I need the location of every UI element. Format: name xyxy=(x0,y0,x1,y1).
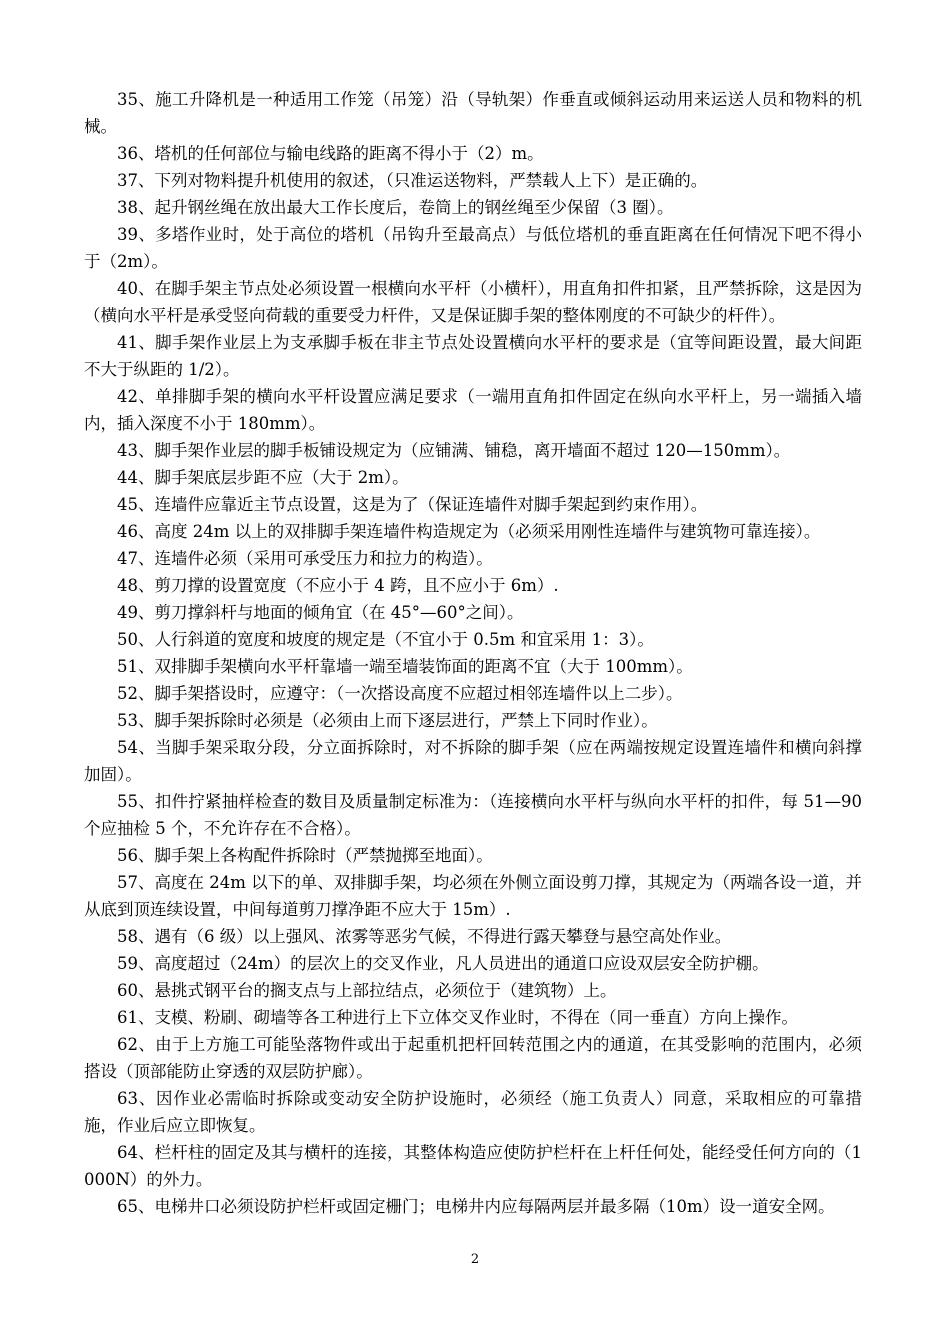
list-item: 37、下列对物料提升机使用的叙述，（只准运送物料，严禁载人上下）是正确的。 xyxy=(117,171,708,190)
list-item: 41、脚手架作业层上为支承脚手板在非主节点处设置横向水平杆的要求是（宜等间距设置，最大间距不大于纵距的 1/2）。 xyxy=(84,333,862,379)
list-item: 48、剪刀撑的设置宽度（不应小于 4 跨，且不应小于 6m）. xyxy=(117,576,559,595)
list-item: 42、单排脚手架的横向水平杆设置应满足要求（一端用直角扣件固定在纵向水平杆上，另一端插入墙内，插入深度不小于 180mm）。 xyxy=(84,387,862,433)
list-item: 59、高度超过（24m）的层次上的交叉作业，凡人员进出的通道口应设双层安全防护棚。 xyxy=(117,954,769,973)
list-item: 45、连墙件应靠近主节点设置，这是为了（保证连墙件对脚手架起到约束作用）。 xyxy=(117,495,708,514)
list-item: 54、当脚手架采取分段，分立面拆除时，对不拆除的脚手架（应在两端按规定设置连墙件和横向斜撑加固）。 xyxy=(84,738,862,784)
list-item: 44、脚手架底层步距不应（大于 2m）。 xyxy=(117,468,409,487)
list-item: 40、在脚手架主节点处必须设置一根横向水平杆（小横杆），用直角扣件扣紧，且严禁拆除，这是因为（横向水平杆是承受竖向荷载的重要受力杆件，又是保证脚手架的整体刚度的不可缺少的杆件）。 xyxy=(84,279,862,325)
list-item: 61、支模、粉刷、砌墙等各工种进行上下立体交叉作业时，不得在（同一垂直）方向上操作。 xyxy=(117,1008,798,1027)
list-item: 46、高度 24m 以上的双排脚手架连墙件构造规定为（必须采用刚性连墙件与建筑物可靠连接）。 xyxy=(117,522,821,541)
list-item: 63、因作业必需临时拆除或变动安全防护设施时，必须经（施工负责人）同意，采取相应的可靠措施，作业后应立即恢复。 xyxy=(84,1089,862,1135)
list-item: 60、悬挑式钢平台的搁支点与上部拉结点，必须位于（建筑物）上。 xyxy=(117,981,617,1000)
list-item: 49、剪刀撑斜杆与地面的倾角宜（在 45°—60°之间）。 xyxy=(117,603,524,622)
list-item: 43、脚手架作业层的脚手板铺设规定为（应铺满、铺稳，离开墙面不超过 120—150mm）。 xyxy=(117,441,791,460)
list-item: 58、遇有（6 级）以上强风、浓雾等恶劣气候，不得进行露天攀登与悬空高处作业。 xyxy=(117,927,732,946)
question-list xyxy=(84,86,862,1220)
list-item: 53、脚手架拆除时必须是（必须由上而下逐层进行，严禁上下同时作业）。 xyxy=(117,711,658,730)
list-item: 51、双排脚手架横向水平杆靠墙一端至墙装饰面的距离不宜（大于 100mm）。 xyxy=(117,657,693,676)
list-item: 52、脚手架搭设时，应遵守：（一次搭设高度不应超过相邻连墙件以上二步）。 xyxy=(117,684,683,703)
list-item: 38、起升钢丝绳在放出最大工作长度后，卷筒上的钢丝绳至少保留（3 圈）。 xyxy=(117,198,674,217)
list-item: 64、栏杆柱的固定及其与横杆的连接，其整体构造应使防护栏杆在上杆任何处，能经受任何方向的（1000N）的外力。 xyxy=(84,1143,862,1189)
list-item: 47、连墙件必须（采用可承受压力和拉力的构造）。 xyxy=(117,549,493,568)
list-item: 65、电梯井口必须设防护栏杆或固定栅门；电梯井内应每隔两层并最多隔（10m）设一道安全网。 xyxy=(117,1197,835,1216)
list-item: 35、施工升降机是一种适用工作笼（吊笼）沿（导轨架）作垂直或倾斜运动用来运送人员和物料的机械。 xyxy=(84,90,862,136)
list-item: 50、人行斜道的宽度和坡度的规定是（不宜小于 0.5m 和宜采用 1：3）。 xyxy=(117,630,654,649)
list-item: 39、多塔作业时，处于高位的塔机（吊钩升至最高点）与低位塔机的垂直距离在任何情况下吧不得小于（2m）。 xyxy=(84,225,862,271)
page-number: 2 xyxy=(470,1252,480,1267)
list-item: 62、由于上方施工可能坠落物件或出于起重机把杆回转范围之内的通道，在其受影响的范围内，必须搭设（顶部能防止穿透的双层防护廊）。 xyxy=(84,1035,862,1081)
list-item: 36、塔机的任何部位与输电线路的距离不得小于（2）m。 xyxy=(117,144,544,163)
list-item: 57、高度在 24m 以下的单、双排脚手架，均必须在外侧立面设剪刀撑，其规定为（两端各设一道，并从底到顶连续设置，中间每道剪刀撑净距不应大于 15m）. xyxy=(84,873,862,919)
list-item: 56、脚手架上各构配件拆除时（严禁抛掷至地面）。 xyxy=(117,846,493,865)
list-item: 55、扣件拧紧抽样检查的数目及质量制定标准为：（连接横向水平杆与纵向水平杆的扣件，每 51—90 个应抽检 5 个，不允许存在不合格）。 xyxy=(84,792,862,838)
